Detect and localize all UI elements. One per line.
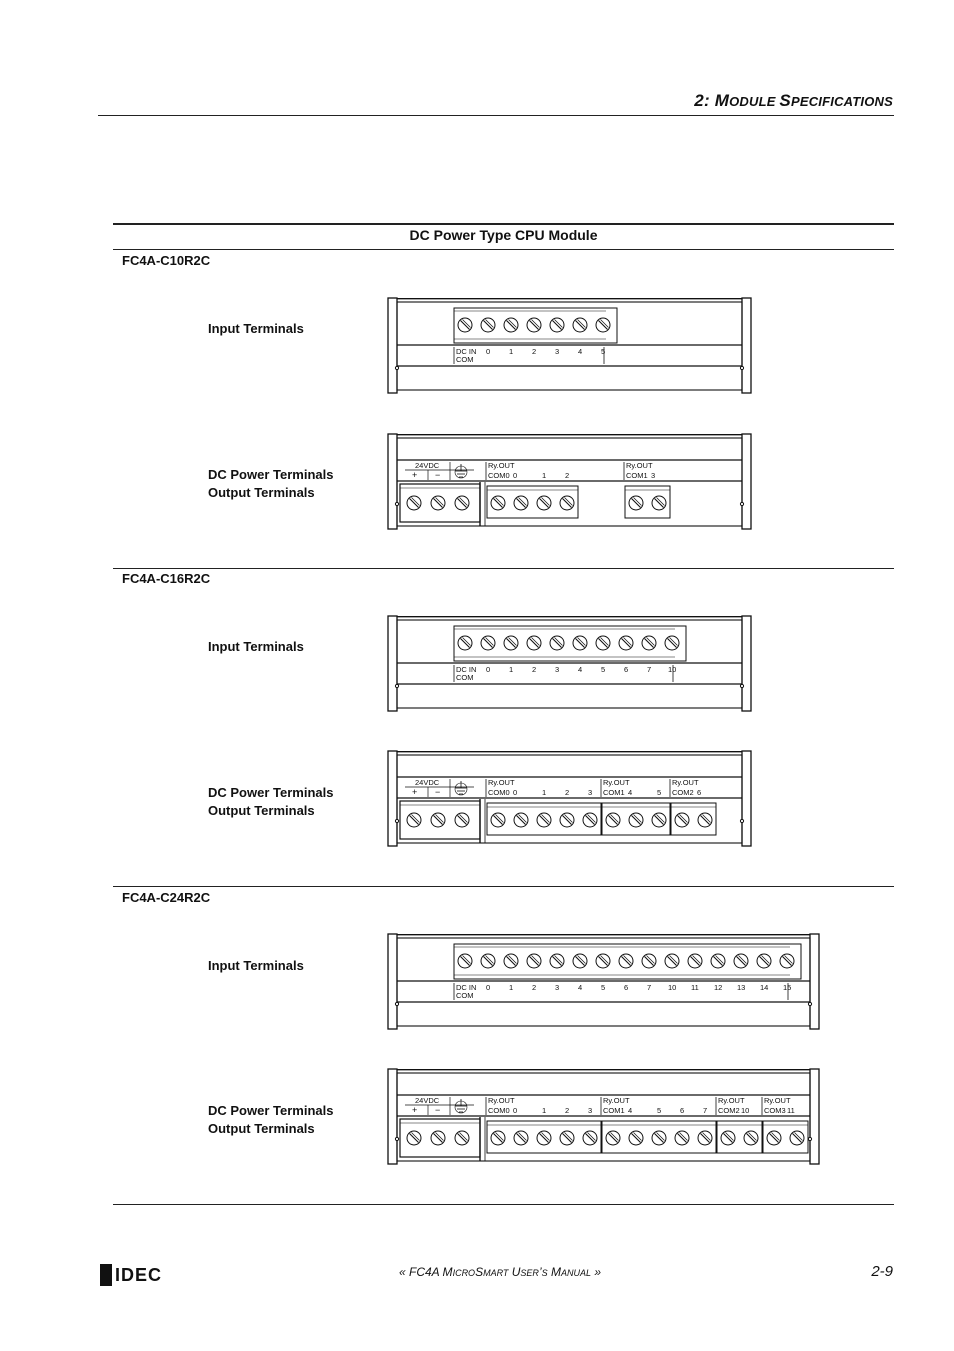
input-number-label: 4 [578,347,583,356]
header-rule [98,115,894,116]
output-number-label: 6 [697,788,702,797]
output-number-label: 10 [741,1106,750,1115]
idec-logo [100,1264,168,1286]
input-terminal-panel-c24 [388,934,820,1030]
model-name-c10: FC4A-C10R2C [122,253,211,268]
output-number-label: 0 [513,471,518,480]
power-voltage-label: 24VDC [415,461,440,470]
power-plus-label: + [412,470,418,480]
output-number-label: 5 [657,788,662,797]
dc-power-terminals-label: DC Power Terminals [208,785,334,800]
output-number-label: 4 [628,788,633,797]
output-number-label: 2 [565,471,570,480]
right-end-plate [742,434,751,529]
power-output-labels-c16 [208,784,333,820]
dc-power-terminals-label: DC Power Terminals [208,467,334,482]
section-title: DC Power Type CPU Module [409,227,598,243]
output-number-label: 0 [513,788,518,797]
power-minus-label: − [435,1105,441,1115]
output-number-label: 3 [588,1106,593,1115]
dc-in-label: DC IN [456,347,477,356]
dc-in-label: DC IN [456,665,477,674]
power-plus-label: + [412,787,418,797]
left-end-plate [388,434,397,529]
input-number-label: 5 [601,983,606,992]
output-number-label: 6 [680,1106,685,1115]
mount-hole-icon [808,1002,811,1005]
input-terminals-label-c24: Input Terminals [208,958,304,973]
section-bottom-rule [113,1204,894,1205]
power-minus-label: − [435,787,441,797]
input-number-label: 3 [555,347,560,356]
input-number-label: 4 [578,983,583,992]
power-output-labels-c24 [208,1102,333,1138]
input-number-label: 11 [691,983,699,992]
output-com-label: COM0 [488,1106,510,1115]
chapter-title: 2: MODULE SPECIFICATIONS [694,91,893,110]
mount-hole-icon [395,819,398,822]
input-number-label: 0 [486,347,491,356]
output-com-label: COM2 [718,1106,740,1115]
output-com-label: COM1 [626,471,648,480]
output-com-label: COM0 [488,788,510,797]
right-end-plate [810,1069,819,1164]
output-terminal-panel-c10 [388,434,752,530]
right-end-plate [810,934,819,1029]
output-number-label: 5 [657,1106,662,1115]
right-end-plate [742,298,751,393]
power-voltage-label: 24VDC [415,778,440,787]
input-number-label: 2 [532,983,537,992]
relay-output-label: Ry.OUT [672,778,699,787]
output-number-label: 3 [651,471,656,480]
model-separator-rule [113,886,894,887]
dc-in-label: DC IN [456,983,477,992]
com-label: COM [456,673,474,682]
output-com-label: COM1 [603,788,625,797]
input-number-label: 13 [737,983,746,992]
left-end-plate [388,616,397,711]
input-number-label: 5 [601,665,606,674]
input-terminal-panel-c10 [388,298,752,394]
output-number-label: 4 [628,1106,633,1115]
mount-hole-icon [395,366,398,369]
input-number-label: 1 [509,347,514,356]
logo-mark-icon [100,1264,112,1286]
input-terminals-label-c16: Input Terminals [208,639,304,654]
input-number-label: 6 [624,665,629,674]
relay-output-label: Ry.OUT [718,1096,745,1105]
input-number-label: 3 [555,983,560,992]
output-number-label: 0 [513,1106,518,1115]
output-terminals-label: Output Terminals [208,1121,315,1136]
relay-output-label: Ry.OUT [488,1096,515,1105]
output-com-label: COM2 [672,788,694,797]
section-title-rule [113,249,894,250]
power-minus-label: − [435,470,441,480]
dc-power-terminals-label: DC Power Terminals [208,1103,334,1118]
input-terminals-label-c10: Input Terminals [208,321,304,336]
relay-output-label: Ry.OUT [488,778,515,787]
output-number-label: 7 [703,1106,708,1115]
input-number-label: 4 [578,665,583,674]
input-number-label: 2 [532,347,537,356]
input-number-label: 0 [486,983,491,992]
model-separator-rule [113,568,894,569]
right-end-plate [742,616,751,711]
mount-hole-icon [395,1002,398,1005]
output-number-label: 11 [787,1106,795,1115]
power-plus-label: + [412,1105,418,1115]
input-number-label: 10 [668,665,677,674]
input-number-label: 7 [647,665,652,674]
input-number-label: 5 [601,347,606,356]
mount-hole-icon [740,684,743,687]
relay-output-label: Ry.OUT [488,461,515,470]
mount-hole-icon [808,1137,811,1140]
mount-hole-icon [395,1137,398,1140]
mount-hole-icon [395,684,398,687]
section-top-rule [113,223,894,225]
power-voltage-label: 24VDC [415,1096,440,1105]
output-com-label: COM1 [603,1106,625,1115]
input-number-label: 6 [624,983,629,992]
output-number-label: 1 [542,1106,547,1115]
mount-hole-icon [740,366,743,369]
logo-text: IDEC [115,1265,163,1285]
input-number-label: 1 [509,665,514,674]
input-number-label: 3 [555,665,560,674]
output-number-label: 1 [542,471,547,480]
output-number-label: 1 [542,788,547,797]
input-number-label: 14 [760,983,769,992]
input-number-label: 15 [783,983,792,992]
relay-output-label: Ry.OUT [603,1096,630,1105]
mount-hole-icon [740,502,743,505]
output-terminal-panel-c16 [388,751,752,847]
left-end-plate [388,934,397,1029]
output-number-label: 2 [565,1106,570,1115]
input-number-label: 12 [714,983,723,992]
output-com-label: COM3 [764,1106,786,1115]
page-number: 2-9 [871,1263,893,1280]
relay-output-label: Ry.OUT [626,461,653,470]
mount-hole-icon [740,819,743,822]
left-end-plate [388,298,397,393]
output-number-label: 3 [588,788,593,797]
left-end-plate [388,751,397,846]
right-end-plate [742,751,751,846]
manual-title: « FC4A MICROSMART USER’S MANUAL » [398,1265,601,1279]
input-number-label: 7 [647,983,652,992]
power-output-labels-c10 [208,466,333,502]
output-terminals-label: Output Terminals [208,803,315,818]
relay-output-label: Ry.OUT [764,1096,791,1105]
input-number-label: 10 [668,983,677,992]
input-number-label: 0 [486,665,491,674]
input-terminal-panel-c16 [388,616,752,712]
output-terminals-label: Output Terminals [208,485,315,500]
input-number-label: 1 [509,983,514,992]
output-com-label: COM0 [488,471,510,480]
com-label: COM [456,991,474,1000]
model-name-c16: FC4A-C16R2C [122,571,211,586]
left-end-plate [388,1069,397,1164]
input-number-label: 2 [532,665,537,674]
output-terminal-panel-c24 [388,1069,820,1165]
model-name-c24: FC4A-C24R2C [122,890,211,905]
com-label: COM [456,355,474,364]
output-number-label: 2 [565,788,570,797]
relay-output-label: Ry.OUT [603,778,630,787]
mount-hole-icon [395,502,398,505]
